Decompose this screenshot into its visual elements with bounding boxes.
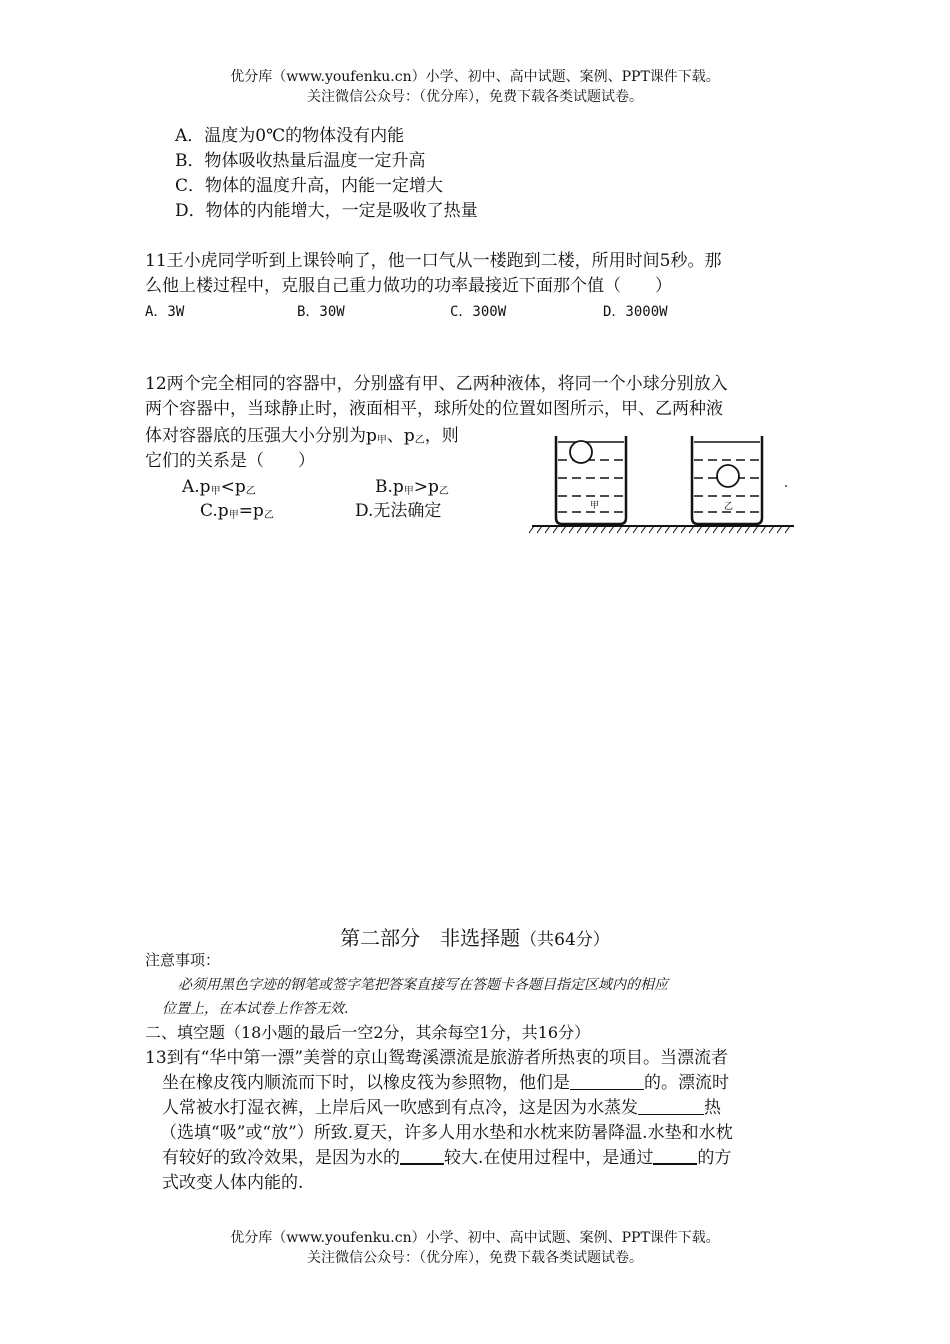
q11-stem-line-1: 11王小虎同学听到上课铃响了，他一口气从一楼跑到二楼，所用时间5秒。那	[145, 251, 722, 271]
q12-stem-line-4: 它们的关系是（ ）	[145, 451, 315, 471]
q12-option-a: $A.p_甲<p_乙$	[182, 477, 256, 497]
answer-blank-1[interactable]	[570, 1073, 644, 1090]
notice-line-1: 必须用黑色字迹的钢笔或签字笔把答案直接写在答题卡各题目指定区域内的相应	[178, 977, 668, 993]
q12-stem-line-1: 12两个完全相同的容器中，分别盛有甲、乙两种液体，将同一个小球分别放入	[145, 374, 728, 394]
q13-line-1: 13到有“华中第一漂”美誉的京山鸳鸯溪漂流是旅游者所热衷的项目。当漂流者	[145, 1048, 729, 1068]
q13-line-5: 有较好的致冷效果，是因为水的 较大.在使用过程中，是通过 的方	[162, 1148, 732, 1168]
page-footer-line-2: 关注微信公众号：（优分库），免费下载各类试题试卷。	[307, 1250, 643, 1266]
q12-option-d: D.无法确定	[355, 501, 442, 521]
container-yi	[692, 436, 762, 524]
section-fill-blank: 二、填空题（18小题的最后一空2分，其余每空1分，共16分）	[145, 1023, 591, 1042]
q12-stem-line-2: 两个容器中，当球静止时，液面相平，球所处的位置如图所示，甲、乙两种液	[145, 399, 723, 419]
q13-line-4: （选填“吸”或“放”）所致.夏天，许多人用水垫和水枕来防暑降温.水垫和水枕	[160, 1123, 733, 1143]
ball-in-yi	[717, 465, 739, 487]
q10-option-d: D．物体的内能增大，一定是吸收了热量	[175, 201, 478, 221]
page-footer-line-1: 优分库（www.youfenku.cn）小学、初中、高中试题、案例、PPT课件下载。	[230, 1230, 720, 1246]
label-yi: 乙	[724, 502, 734, 512]
q13-line-2: 坐在橡皮筏内顺流而下时，以橡皮筏为参照物，他们是 的。漂流时	[162, 1073, 729, 1093]
q11-option-a: A．3W	[145, 304, 185, 320]
q13-line-3: 人常被水打湿衣裤，上岸后风一吹感到有点冷，这是因为水蒸发 热	[162, 1098, 721, 1118]
notice-line-2: 位置上，在本试卷上作答无效.	[162, 1001, 349, 1017]
q11-stem-line-2: 么他上楼过程中，克服自己重力做功的功率最接近下面那个值（ ）	[145, 276, 672, 296]
q10-option-a: A．温度为0℃的物体没有内能	[175, 126, 405, 146]
containers-figure	[528, 430, 798, 540]
answer-blank-3[interactable]	[400, 1147, 444, 1165]
q10-option-b: B．物体吸收热量后温度一定升高	[175, 151, 426, 171]
container-jia	[556, 436, 626, 524]
part2-heading: 第二部分 非选择题（共64分）	[340, 926, 610, 950]
q11-option-d: D．3000W	[603, 304, 668, 320]
label-jia: 甲	[590, 501, 600, 511]
notice-title: 注意事项：	[145, 951, 221, 969]
q10-option-c: C．物体的温度升高，内能一定增大	[175, 176, 444, 196]
q11-option-b: B．30W	[297, 304, 345, 320]
answer-blank-2[interactable]	[638, 1098, 704, 1115]
q11-option-c: C．300W	[450, 304, 507, 320]
answer-blank-4[interactable]	[653, 1147, 697, 1165]
q12-stem-line-3: 体对容器底的压强大小分别为$p_甲$、$p_乙$，则	[145, 426, 459, 446]
q12-option-c: $C.p_甲=p_乙$	[200, 501, 274, 521]
q13-line-6: 式改变人体内能的.	[162, 1173, 304, 1193]
page-header-line-2: 关注微信公众号：（优分库），免费下载各类试题试卷。	[307, 89, 643, 105]
ball-in-jia	[570, 441, 592, 463]
q12-option-b: $B.p_甲>p_乙$	[375, 477, 449, 497]
page-header-line-1: 优分库（www.youfenku.cn）小学、初中、高中试题、案例、PPT课件下载。	[230, 69, 720, 85]
